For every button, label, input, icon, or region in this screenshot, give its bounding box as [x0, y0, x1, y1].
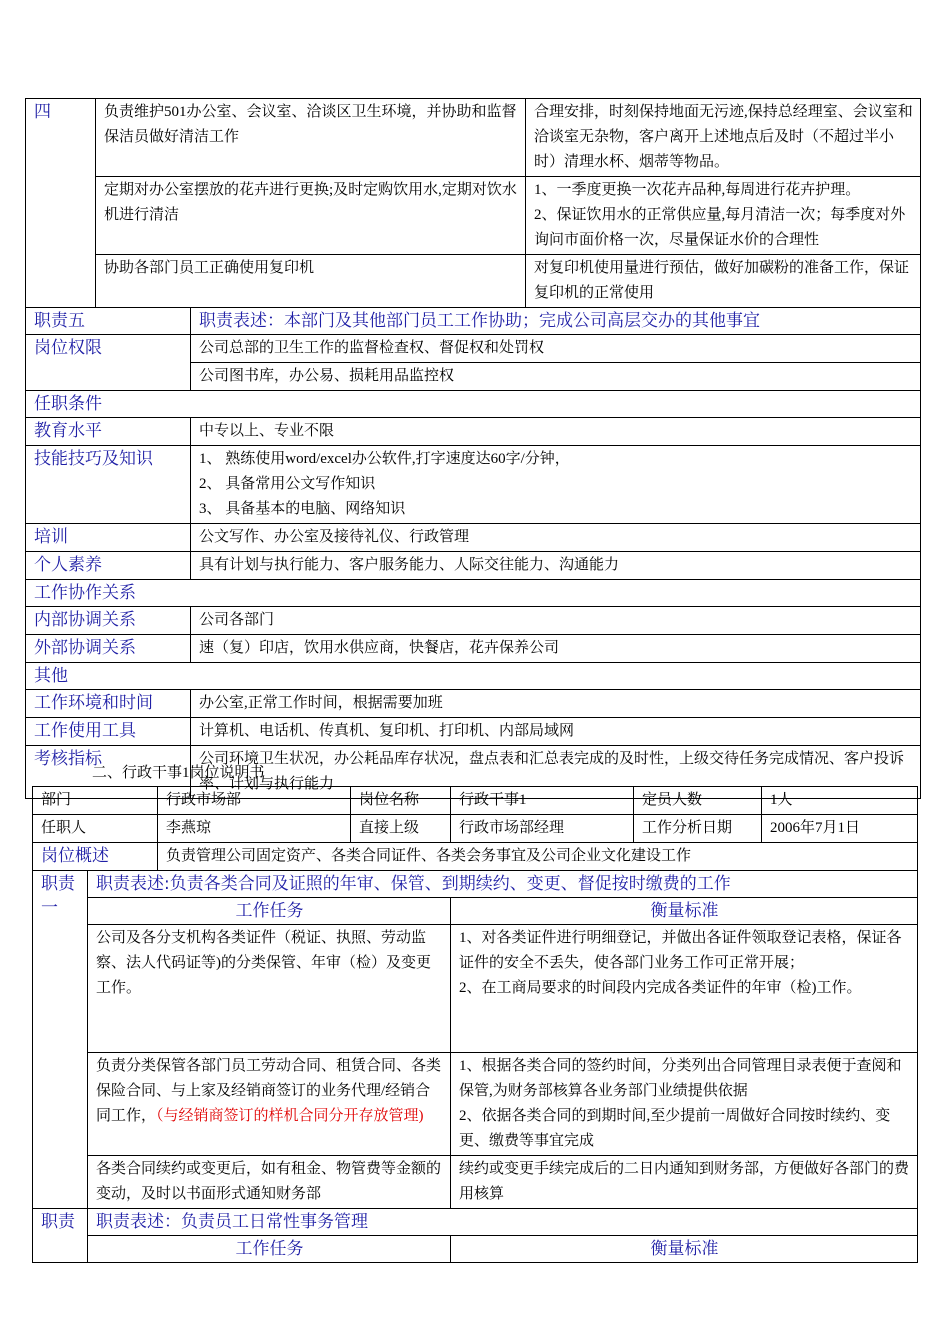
internal-relations-label: 内部协调关系 [26, 607, 191, 635]
duty-1-standard-1-line-2: 2、在工商局要求的时间段内完成各类证件的年审（检)工作。 [459, 980, 862, 996]
duty-4-task-1: 负责维护501办公室、会议室、洽谈区卫生环境，并协助和监督保洁员做好清洁工作 [96, 99, 526, 177]
duty-1-standard-2-line-2: 2、依据各类合同的到期时间,至少提前一周做好合同按时续约、变更、缴费等事宜完成 [459, 1108, 891, 1149]
kpi-label: 考核指标 [26, 746, 191, 799]
training-value: 公文写作、办公室及接待礼仪、行政管理 [191, 524, 921, 552]
tools-label: 工作使用工具 [26, 718, 191, 746]
duty-4-standard-2 [526, 177, 921, 255]
duty-1-standard-1 [451, 925, 918, 1053]
section-caption: 二、行政干事1岗位说明书 [92, 765, 265, 781]
kpi-value: 公司环境卫生状况，办公耗品库存状况，盘点表和汇总表完成的及时性，上级交待任务完成情况、客户投诉率、计划与执行能力 [191, 746, 921, 799]
other-heading: 其他 [26, 663, 921, 690]
external-relations-label: 外部协调关系 [26, 635, 191, 663]
skill-item-2: 2、 具备常用公文写作知识 [199, 476, 376, 492]
summary-label: 岗位概述 [33, 843, 158, 871]
post-name-value: 行政干事1 [451, 787, 634, 815]
holder-value: 李燕琼 [158, 815, 351, 843]
department-value: 行政市场部 [158, 787, 351, 815]
education-label: 教育水平 [26, 418, 191, 446]
authority-item-1: 公司总部的卫生工作的监督检查权、督促权和处罚权 [191, 335, 921, 363]
analysis-date-value: 2006年7月1日 [762, 815, 918, 843]
duty-1-standard-3: 续约或变更手续完成后的二日内通知到财务部，方便做好各部门的费用核算 [451, 1156, 918, 1209]
job-description-table-2 [32, 786, 918, 1263]
summary-value: 负责管理公司固定资产、各类合同证件、各类会务事宜及公司企业文化建设工作 [158, 843, 918, 871]
duty-1-description: 职责表述:负责各类合同及证照的年审、保管、到期续约、变更、督促按时缴费的工作 [88, 871, 918, 898]
duty-4-standard-3: 对复印机使用量进行预估，做好加碳粉的准备工作，保证复印机的正常使用 [526, 255, 921, 308]
duty-5-label: 职责五 [26, 308, 191, 335]
holder-label: 任职人 [33, 815, 158, 843]
duty-4-standard-1: 合理安排，时刻保持地面无污迹,保持总经理室、会议室和洽谈室无杂物，客户离开上述地点后及时（不超过半小时）清理水杯、烟蒂等物品。 [526, 99, 921, 177]
duty-4-standard-2-line-2: 2、保证饮用水的正常供应量,每月清洁一次；每季度对外询问市面价格一次，尽量保证水价的合理性 [534, 207, 906, 248]
training-label: 培训 [26, 524, 191, 552]
supervisor-value: 行政市场部经理 [451, 815, 634, 843]
standard-column-header: 衡量标准 [451, 898, 918, 925]
post-name-label: 岗位名称 [351, 787, 451, 815]
environment-value: 办公室,正常工作时间，根据需要加班 [191, 690, 921, 718]
personal-quality-value: 具有计划与执行能力、客户服务能力、人际交往能力、沟通能力 [191, 552, 921, 580]
duty-1-task-2-text: 负责分类保管各部门员工劳动合同、租赁合同、各类保险合同、与上家及经销商签订的业务代理/经销合同工作， [96, 1058, 442, 1124]
supervisor-label: 直接上级 [351, 815, 451, 843]
skills-label: 技能技巧及知识 [26, 446, 191, 524]
duty-4-standard-2-line-1: 1、一季度更换一次花卉品种,每周进行花卉护理。 [534, 182, 861, 198]
standard-column-header-2: 衡量标准 [451, 1236, 918, 1263]
external-relations-value: 速（复）印店，饮用水供应商，快餐店，花卉保养公司 [191, 635, 921, 663]
duty-1-task-2-note: （与经销商签订的样机合同分开存放管理) [156, 1108, 424, 1124]
duty-4-task-3: 协助各部门员工正确使用复印机 [96, 255, 526, 308]
job-description-table-1 [25, 98, 921, 799]
duty-5-description: 职责表述：本部门及其他部门员工工作协助；完成公司高层交办的其他事宜 [191, 308, 921, 335]
headcount-value: 1人 [762, 787, 918, 815]
duty-1-task-1: 公司及各分支机构各类证件（税证、执照、劳动监察、法人代码证等)的分类保管、年审（检）及变更工作。 [88, 925, 451, 1053]
duty-1-task-2 [88, 1053, 451, 1156]
duty-4-label: 四 [26, 99, 96, 308]
analysis-date-label: 工作分析日期 [634, 815, 762, 843]
authority-label: 岗位权限 [26, 335, 191, 391]
personal-quality-label: 个人素养 [26, 552, 191, 580]
duty-2-label: 职责 [33, 1209, 88, 1263]
authority-item-2: 公司图书库，办公易、损耗用品监控权 [191, 363, 921, 391]
cooperation-heading: 工作协作关系 [26, 580, 921, 607]
skill-item-1: 1、 熟练使用word/excel办公软件,打字速度达60字/分钟， [199, 451, 570, 467]
duty-1-standard-1-line-1: 1、对各类证件进行明细登记，并做出各证件领取登记表格，保证各证件的安全不丢失，使各部门业务工作可正常开展； [459, 930, 902, 971]
skills-value [191, 446, 921, 524]
environment-label: 工作环境和时间 [26, 690, 191, 718]
duty-2-description: 职责表述：负责员工日常性事务管理 [88, 1209, 918, 1236]
headcount-label: 定员人数 [634, 787, 762, 815]
tools-value: 计算机、电话机、传真机、复印机、打印机、内部局域网 [191, 718, 921, 746]
skill-item-3: 3、 具备基本的电脑、网络知识 [199, 501, 406, 517]
duty-1-standard-2-line-1: 1、根据各类合同的签约时间，分类列出合同管理目录表便于查阅和保管,为财务部核算各业务部门业绩提供依据 [459, 1058, 902, 1099]
duty-1-task-3: 各类合同续约或变更后，如有租金、物管费等金额的变动，及时以书面形式通知财务部 [88, 1156, 451, 1209]
department-label: 部门 [33, 787, 158, 815]
duty-1-label: 职责一 [33, 871, 88, 1209]
internal-relations-value: 公司各部门 [191, 607, 921, 635]
requirements-heading: 任职条件 [26, 391, 921, 418]
duty-1-standard-2 [451, 1053, 918, 1156]
task-column-header: 工作任务 [88, 898, 451, 925]
education-value: 中专以上、专业不限 [191, 418, 921, 446]
duty-4-task-2: 定期对办公室摆放的花卉进行更换;及时定购饮用水,定期对饮水机进行清洁 [96, 177, 526, 255]
task-column-header-2: 工作任务 [88, 1236, 451, 1263]
